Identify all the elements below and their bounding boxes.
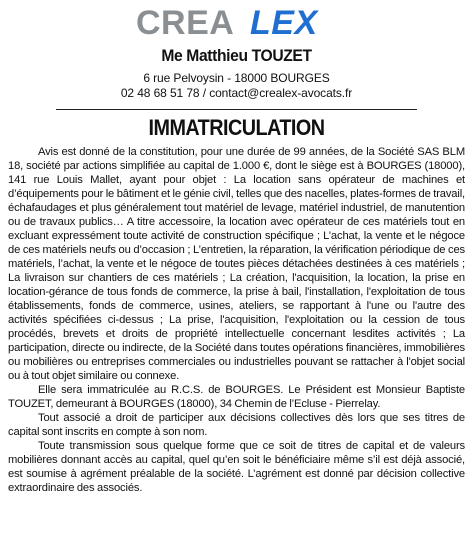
separator-line bbox=[56, 109, 417, 110]
crealex-logo-graphic bbox=[132, 3, 342, 41]
logo-text-lex: LEX bbox=[249, 4, 318, 41]
notice-paragraph-registration: Elle sera immatriculée au R.C.S. de BOURGES. Le Président est Monsieur Baptiste TOUZET, demeurant à BOURGES (18000), 34 Chemin de l’Ecluse - Pierrelay. bbox=[8, 384, 465, 410]
notice-paragraph-voting: Tout associé a droit de participer aux décisions collectives dès lors que ses titres de capital sont inscrits en compte à son nom. bbox=[8, 412, 465, 438]
lawyer-contact: 02 48 68 51 78 / contact@crealex-avocats.fr bbox=[120, 86, 353, 100]
lawyer-name: Me Matthieu TOUZET bbox=[161, 46, 312, 65]
logo-text-crea: CREA bbox=[135, 4, 234, 41]
lawyer-address: 6 rue Pelvoysin - 18000 BOURGES bbox=[143, 71, 330, 85]
notice-title: IMMATRICULATION bbox=[148, 115, 325, 140]
legal-notice-page bbox=[0, 2, 473, 552]
notice-paragraph-transfer: Toute transmission sous quelque forme que ce soit de titres de capital et de valeurs mobilières donnant accès au capital, quel qu’en soit le bénéficiaire même s’il est déjà associé, est soumise à agrément préalable de la société. L’agrément est donné par décision collective extraordinaire des associés. bbox=[8, 440, 465, 494]
notice-body bbox=[8, 145, 465, 495]
crealex-logo bbox=[8, 2, 465, 42]
notice-paragraph-constitution: Avis est donné de la constitution, pour une durée de 99 années, de la Société SAS BLM 18, société par actions simplifiée au capital de 1.000 €, dont le siège est à BOURGES (18000), 141 rue Louis Mallet, ayant pour objet : La location sans opérateur de machines et d’équipements pour le bâtiment et le génie civil, telles que des nacelles, plates-formes de travail, échafaudages et plus généralement tout matériel de levage, matériel industriel, de manutention ou de travaux publics… A titre accessoire, la location avec opérateur de ces matériels tout en excluant expressément toute activité de construction spécifique ; L’achat, la vente et le négoce de ces matériels neufs ou d’occasion ; L’entretien, la réparation, la vérification périodique de ces matériels, l’achat, la vente et le négoce de toutes pièces détachées destinées à ces matériels ; La livraison sur chantiers de ces matériels ; La création, l'acquisition, la location, la prise en location-gérance de tous fonds de commerce, la prise à bail, l'installation, l'exploitation de tous établissements, fonds de commerce, usines, ateliers, se rapportant à l'une ou l'autre des activités spécifiées ci-dessus ; La prise, l'acquisition, l'exploitation ou la cession de tous procédés, brevets et droits de propriété intellectuelle concernant lesdites activités ; La participation, directe ou indirecte, de la Société dans toutes opérations financières, immobilières ou mobilières ou entreprises commerciales ou industrielles pouvant se rattacher à l'objet social ou à tout objet similaire ou connexe. bbox=[8, 146, 465, 382]
